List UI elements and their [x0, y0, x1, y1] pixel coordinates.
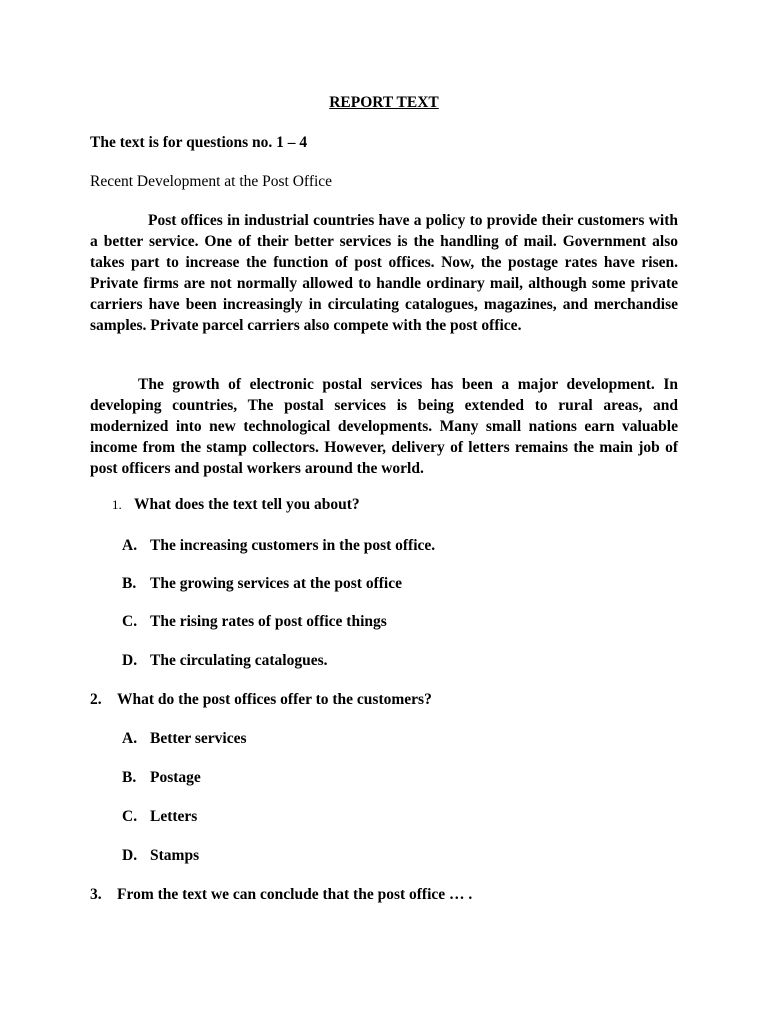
question-2-option-c — [122, 808, 197, 826]
question-1-text: What does the text tell you about? — [134, 496, 360, 513]
paragraph-1 — [90, 210, 678, 336]
option-text: Letters — [150, 808, 198, 825]
option-letter: A. — [122, 537, 138, 554]
paragraph-2-text: The growth of electronic postal services has been a major development. In developing countries, The postal services is being extended to rural areas, and modernized into new technological developments. Many small nations earn valuable income from the stamp collectors. However, delivery of letters remains the main job of post officers and postal workers around the world. — [90, 376, 678, 477]
paragraph-1-text: Post offices in industrial countries have a policy to provide their customers with a better service. One of their better services is the handling of mail. Government also takes part to increase the function of post offices. Now, the postage rates have risen. Private firms are not normally allowed to handle ordinary mail, although some private carriers have been increasingly in circulating catalogues, magazines, and merchandise samples. Private parcel carriers also compete with the post office. — [90, 212, 678, 334]
document-title: REPORT TEXT — [329, 94, 439, 111]
question-1 — [112, 496, 360, 514]
question-1-number: 1. — [112, 497, 122, 512]
question-1-option-c — [122, 613, 387, 631]
option-text: Stamps — [150, 847, 200, 864]
option-text: The rising rates of post office things — [150, 613, 387, 630]
question-1-option-b — [122, 575, 402, 593]
option-letter: D. — [122, 847, 138, 864]
option-text: The growing services at the post office — [150, 575, 402, 592]
question-1-option-d — [122, 652, 328, 670]
option-text: The increasing customers in the post office. — [150, 537, 436, 554]
question-2-text: What do the post offices offer to the customers? — [117, 691, 432, 708]
option-letter: B. — [122, 575, 137, 592]
question-2-option-d — [122, 847, 199, 865]
option-letter: A. — [122, 730, 138, 747]
option-text: Better services — [150, 730, 247, 747]
question-2 — [90, 691, 432, 709]
question-3 — [90, 886, 472, 904]
option-letter: C. — [122, 808, 138, 825]
option-letter: D. — [122, 652, 138, 669]
question-3-text: From the text we can conclude that the post office … . — [117, 886, 473, 903]
option-letter: B. — [122, 769, 137, 786]
question-2-option-a — [122, 730, 247, 748]
intro-text: The text is for questions no. 1 – 4 — [90, 134, 308, 151]
question-2-number: 2. — [90, 691, 102, 708]
text-heading: Recent Development at the Post Office — [90, 173, 333, 190]
question-1-option-a — [122, 537, 435, 555]
option-letter: C. — [122, 613, 138, 630]
question-2-option-b — [122, 769, 201, 787]
option-text: The circulating catalogues. — [150, 652, 328, 669]
option-text: Postage — [150, 769, 201, 786]
question-3-number: 3. — [90, 886, 102, 903]
paragraph-2 — [90, 374, 678, 479]
